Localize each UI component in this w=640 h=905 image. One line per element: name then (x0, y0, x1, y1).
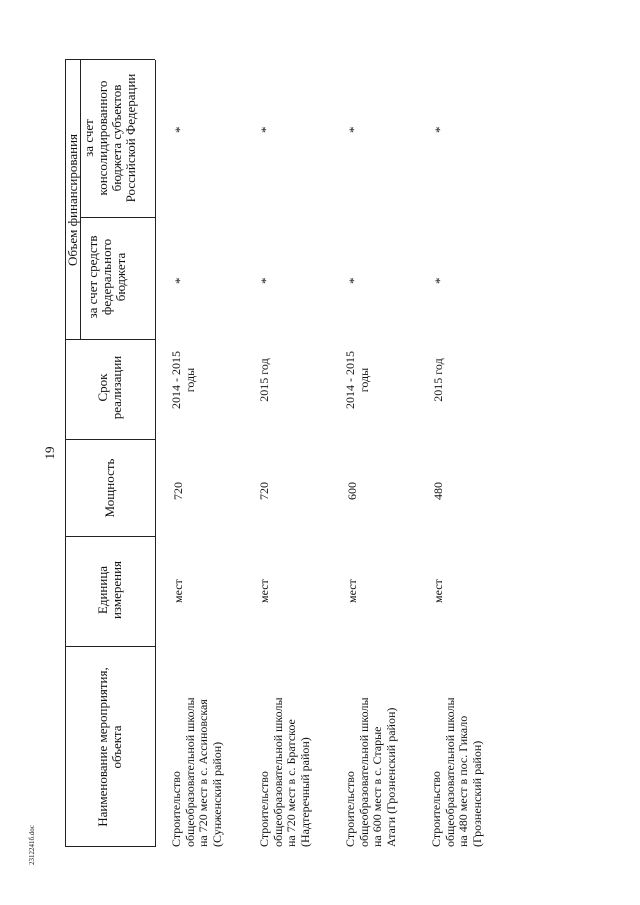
row-unit: мест (257, 579, 271, 603)
row-name: Строительство общеобразовательной школы на 720 мест в с. Братское (Надтеречный район) (257, 697, 312, 847)
row-name: Строительство общеобразовательной школы на 720 мест в с. Ассиновская (Сунженский район) (169, 697, 224, 847)
row-period: 2015 год (431, 358, 445, 402)
row-period: 2014 - 2015 годы (169, 351, 197, 409)
row-regional: * (172, 126, 187, 133)
row-name: Строительство общеобразовательной школы на 600 мест в с. Старые Атаги (Грозненский район) (343, 697, 398, 847)
row-regional: * (258, 126, 273, 133)
row-regional: * (346, 126, 361, 133)
row-capacity: 480 (431, 482, 445, 500)
row-name: Строительство общеобразовательной школы на 480 мест в пос. Гикало (Грозненский район) (429, 697, 484, 847)
row-regional: * (432, 126, 447, 133)
header-regional: за счет консолидированного бюджета субъектов Российской Федерации (81, 73, 138, 203)
header-name: Наименование мероприятия, объекта (95, 667, 124, 827)
header-federal: за счет средств федерального бюджета (85, 235, 128, 319)
header-unit: Единица измерения (95, 560, 124, 620)
row-capacity: 600 (345, 482, 359, 500)
doc-reference: 2312241б.doc (28, 825, 36, 865)
header-funding: Объем финансирования (65, 133, 80, 267)
row-federal: * (172, 277, 187, 284)
row-federal: * (258, 277, 273, 284)
row-capacity: 720 (171, 482, 185, 500)
row-federal: * (432, 277, 447, 284)
row-period: 2015 год (257, 358, 271, 402)
row-unit: мест (345, 579, 359, 603)
header-period: Срок реализации (95, 355, 124, 420)
row-capacity: 720 (257, 482, 271, 500)
row-federal: * (346, 277, 361, 284)
row-unit: мест (171, 579, 185, 603)
row-unit: мест (431, 579, 445, 603)
header-capacity: Мощность (102, 458, 117, 518)
row-period: 2014 - 2015 годы (343, 351, 371, 409)
page-number: 19 (42, 446, 57, 460)
